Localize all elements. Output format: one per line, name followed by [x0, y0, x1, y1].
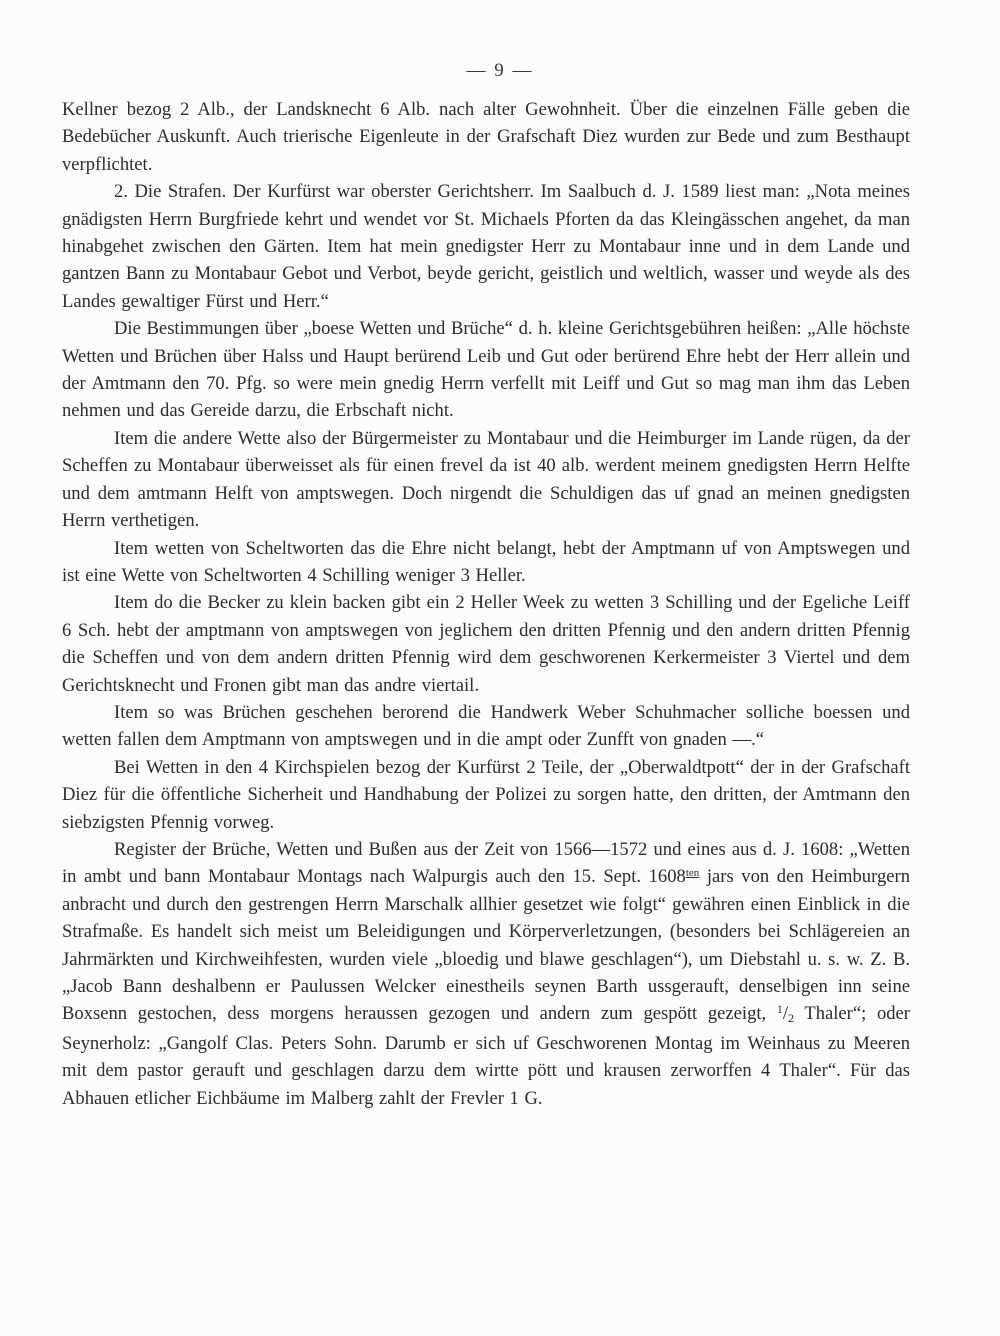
body-text [62, 96, 910, 1112]
fraction-denominator: 2 [788, 1011, 795, 1026]
paragraph: Item do die Becker zu klein backen gibt ein 2 Heller Week zu wetten 3 Schilling und der Egeliche Leiff 6 Sch. hebt der amptmann von amptswegen von jeglichem den dritten Pfennig und den andern dritten Pfennig die Scheffen und von dem andern dritten Pfennig wird dem geschworenen Kerkermeister 3 Viertel und dem Gerichtsknecht und Fronen gibt man das andre viertail. [62, 592, 910, 696]
paragraph-text: Thaler“; oder Seynerholz: „Gangolf Clas. Peters Sohn. Darumb er sich uf Geschworenen Montag im Weinhaus zu Meeren mit dem pastor gerauft und geschlagen darzu dem wirtte pött und krausen zerworffen 4 Thaler“. Für das Abhauen etlicher Eichbäume im Malberg zahlt der Frevler 1 G. [62, 1003, 910, 1109]
paragraph-register: Register der Brüche, Wetten und Bußen aus der Zeit von 1566—1572 und eines aus d. J. 1608: „Wetten in ambt und bann Montabaur Montags nach Walpurgis auch den 15. Sept. $1608^{ten}$ jars von den Heimburgern anbracht und durch den gestrengen Herrn Marschalk allhier gesetzet wie folgt“ gewähren einen Einblick in die Strafmaße. Es handelt sich meist um Beleidigungen und Körperverletzungen, (besonders bei Schlägereien an Jahrmärkten und Kirchweihfesten, wurden viele „bloedig und blawe geschlagen“), um Diebstahl u. s. w. Z. B. „Jacob Bann deshalbenn er Paulussen Welcker einestheils seynen Barth ussgerauft, denselbigen inn seine Boxsenn gestochen, dess morgens heraussen gezogen und andern zum gespött gezeigt, $^1$/2 Thaler“; oder Seynerholz: „Gangolf Clas. Peters Sohn. Darumb er sich uf Geschworenen Montag im Weinhaus zu Meeren mit dem pastor gerauft und geschlagen darzu dem wirtte pött und krausen zerworffen 4 Thaler“. Für das Abhauen etlicher Eichbäume im Malberg zahlt der Frevler 1 G. [62, 838, 910, 1109]
paragraph: 2. Die Strafen. Der Kurfürst war oberster Gerichtsherr. Im Saalbuch d. J. 1589 liest man: „Nota meines gnädigsten Herrn Burgfriede kehrt und wendet vor St. Michaels Pforten da das Kleingässchen angehet, da man hinabgehet zwischen den Gärten. Item hat mein gnedigster Herr zu Montabaur inne und in dem Lande und gantzen Bann zu Montabaur Gebot und Verbot, beyde gericht, geistlich und weltlich, wasser und weyde als des Landes gewaltiger Fürst und Herr.“ [62, 181, 910, 312]
paragraph: Die Bestimmungen über „boese Wetten und Brüche“ d. h. kleine Gerichtsgebühren heißen: „Alle höchste Wetten und Brüchen über Halss und Haupt berürend Leib und Gut oder berürend Ehre hebt der Herr allein und der Amtmann den 70. Pfg. so were mein gnedig Herrn verfellt mit Leiff und Gut so mag man ihm das Leben nehmen und das Gereide darzu, die Erbschaft nicht. [62, 318, 910, 422]
paragraph: Item wetten von Scheltworten das die Ehre nicht belangt, hebt der Amptmann uf von Amptswegen und ist eine Wette von Scheltworten 4 Schilling weniger 3 Heller. [62, 537, 910, 586]
superscript: ten [685, 867, 700, 880]
paragraph: Kellner bezog 2 Alb., der Landsknecht 6 Alb. nach alter Gewohnheit. Über die einzelnen Fälle geben die Bedebücher Auskunft. Auch trierische Eigenleute in der Grafschaft Diez wurden zur Bede und zum Besthaupt verpflichtet. [62, 99, 910, 175]
page-number: — 9 — [466, 60, 534, 81]
paragraph: Bei Wetten in den 4 Kirchspielen bezog der Kurfürst 2 Teile, der „Oberwaldtpott“ der in der Grafschaft Diez für die öffentliche Sicherheit und Handhabung der Polizei zu sorgen hatte, den dritten, der Amtmann den siebzigsten Pfennig vorweg. [62, 756, 910, 833]
paragraph: Item die andere Wette also der Bürgermeister zu Montabaur und die Heimburger im Lande rügen, da der Scheffen zu Montabaur überweisset als für einen frevel da ist 40 alb. werdent meinem gnedigsten Herrn Helfte und dem amtmann Helft von amptswegen. Doch nirgendt die Schuldigen das uf gnad an meinen gnedigsten Herrn verthetigen. [62, 427, 910, 532]
fraction-numerator: 1 [776, 1002, 783, 1017]
paragraph: Item so was Brüchen geschehen berorend die Handwerk Weber Schuhmacher solliche boessen und wetten fallen dem Amptmann von amptswegen und in die ampt oder Zunfft von gnaden —.“ [62, 701, 910, 751]
paragraph-text: Register der Brüche, Wetten und Bußen aus der Zeit von 1566—1572 und eines aus d. J. 1608: „Wetten in ambt und bann Montabaur Montags nach Walpurgis auch den 15. Sept. 1608 [62, 838, 910, 888]
paragraph-text: jars von den Heimburgern anbracht und durch den gestrengen Herrn Marschalk allhier gesetzet wie folgt“ gewähren einen Einblick in die Strafmaße. Es handelt sich meist um Beleidigungen und Körperverletzungen, (besonders bei Schlägereien an Jahrmärkten und Kirchweihfesten, wurden viele „bloedig und blawe geschlagen“), um Diebstahl u. s. w. Z. B. „Jacob Bann deshalbenn er Paulussen Welcker einestheils seynen Barth ussgerauft, denselbigen inn seine Boxsenn gestochen, dess morgens heraussen gezogen und andern zum gespött gezeigt, [62, 866, 910, 1025]
